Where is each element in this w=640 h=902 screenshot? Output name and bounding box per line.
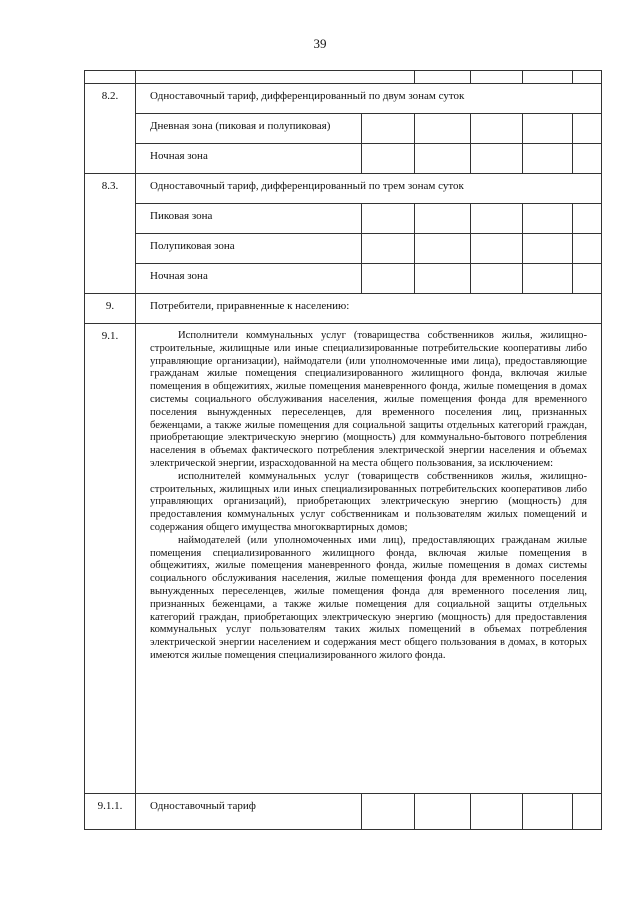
row-number: 8.2. — [85, 84, 136, 174]
row-heading: Одноставочный тариф, дифференцированный по трем зонам суток — [136, 174, 602, 204]
table-row-8-3 — [85, 174, 602, 204]
paragraph: наймодателей (или уполномоченных ими лиц), предоставляющих гражданам жилые помещения специализированного жилищного фонда, включая жилые помещения в общежитиях, жилые помещения маневренного фонда, жилые помещения в домах системы социального обслуживания населения, жилые помещения фонда для временного поселения вынужденных переселенцев, жилые помещения фонда для временного поселения лиц, признанных беженцами, а также жилые помещения для социальной защиты отдельных категорий граждан, приобретающих электрическую энергию (мощность) для предоставления коммунальных услуг пользователям таких жилых помещений в объемах потребления электрической энергии населением и содержания мест общего пользования в домах, в которых имеются жилые помещения специализированного жилого фонда. — [150, 534, 587, 661]
row-label: Дневная зона (пиковая и полупиковая) — [136, 114, 362, 144]
table-row-9-1-1 — [85, 794, 602, 830]
table-row-9 — [85, 294, 602, 324]
paragraph: Исполнители коммунальных услуг (товарищества собственников жилья, жилищно-строительные, жилищные или иные специализированные потребительские кооперативы либо управляющие организации), наймодатели (или уполномоченные ими лица), предоставляющие гражданам жилые помещения специализированного жилищного фонда, включая жилые помещения в общежитиях, жилые помещения маневренного фонда, жилые помещения в домах системы социального обслуживания населения, жилые помещения фонда для временного поселения вынужденных переселенцев, для временного поселения лиц, признанных беженцами, а также жилые помещения для социальной защиты отдельных категорий граждан, приобретающие электрическую энергию (мощность) для коммунально-бытового потребления населения в объемах фактического потребления электрической энергии населения и объемах электрической энергии, израсходованной на места общего пользования, за исключением: — [150, 330, 587, 469]
row-number: 8.3. — [85, 174, 136, 294]
row-label: Одноставочный тариф — [136, 794, 362, 830]
table-row-8-2-night — [85, 144, 602, 174]
table-row-9-1 — [85, 324, 602, 794]
row-description — [136, 324, 602, 794]
row-label: Пиковая зона — [136, 204, 362, 234]
paragraph: исполнителей коммунальных услуг (товариществ собственников жилья, жилищно-строительных, жилищных или иных специализированных потребительских кооперативов либо управляющих организаций), приобретающих электрическую энергию (мощность) для предоставления коммунальных услуг собственникам и пользователям жилых помещений и содержания общего имущества многоквартирных домов; — [150, 470, 587, 533]
table-row-8-3-semipeak — [85, 234, 602, 264]
table-row-top — [85, 71, 602, 84]
row-label: Ночная зона — [136, 264, 362, 294]
table-row-8-3-night — [85, 264, 602, 294]
table-row-8-2 — [85, 84, 602, 114]
table-row-8-2-day — [85, 114, 602, 144]
tariff-table — [84, 70, 602, 830]
row-number: 9.1. — [85, 324, 136, 794]
row-number: 9.1.1. — [85, 794, 136, 830]
row-heading: Одноставочный тариф, дифференцированный по двум зонам суток — [136, 84, 602, 114]
page-number: 39 — [313, 36, 327, 51]
row-number: 9. — [85, 294, 136, 324]
table-row-8-3-peak — [85, 204, 602, 234]
row-label: Ночная зона — [136, 144, 362, 174]
row-heading: Потребители, приравненные к населению: — [136, 294, 602, 324]
row-label: Полупиковая зона — [136, 234, 362, 264]
